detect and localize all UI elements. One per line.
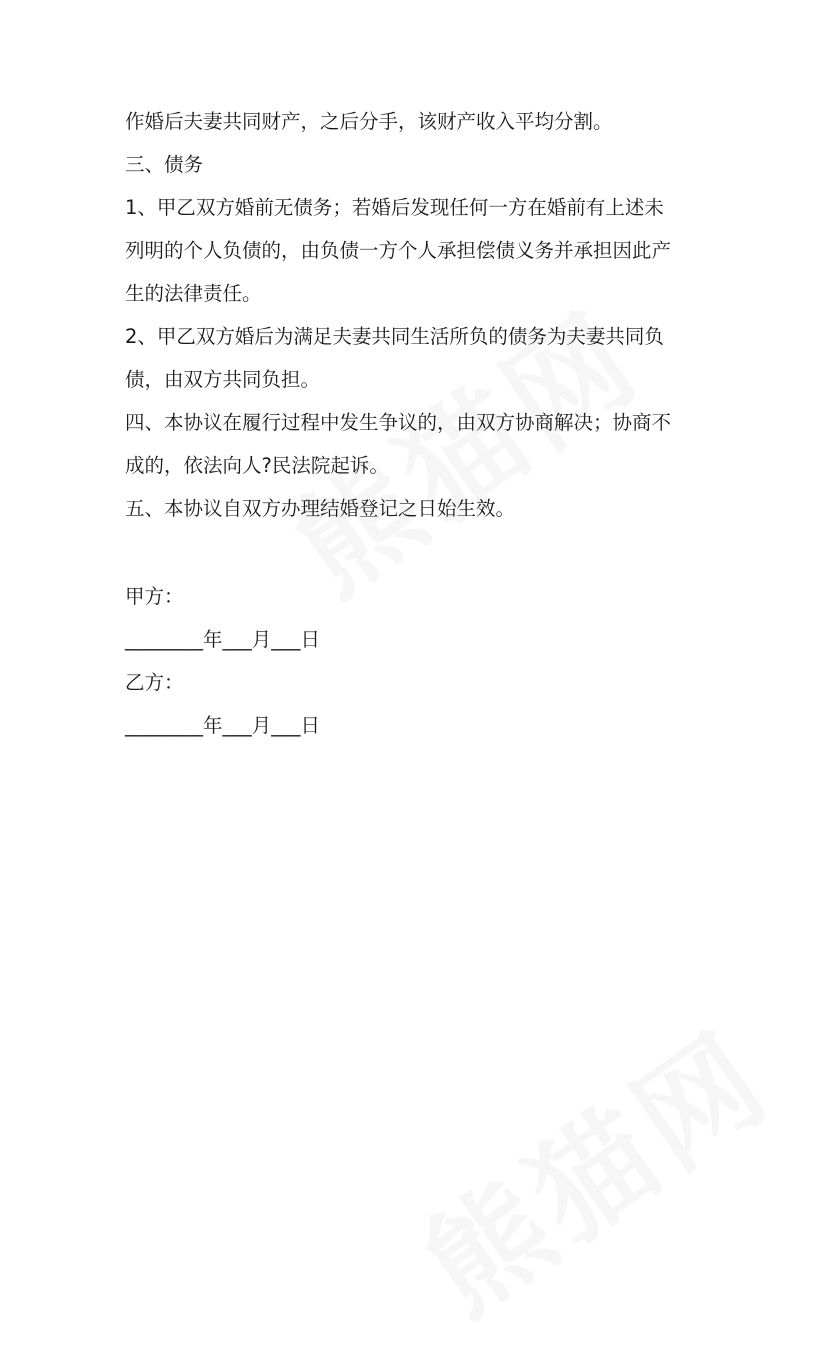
- section-heading-debts: 三、债务: [125, 153, 204, 176]
- paragraph-line: 2、甲乙双方婚后为满足夫妻共同生活所负的债务为夫妻共同负: [125, 325, 664, 348]
- party-a-label: 甲方：: [125, 585, 184, 608]
- party-b-date: ________年___月___日: [125, 714, 321, 737]
- paragraph-line: 生的法律责任。: [125, 282, 262, 305]
- party-b-label: 乙方：: [125, 671, 184, 694]
- spacer: [125, 530, 725, 575]
- document-body: [125, 100, 725, 747]
- paragraph-line: 列明的个人负债的，由负债一方个人承担偿债义务并承担因此产: [125, 239, 672, 262]
- party-a-date: ________年___月___日: [125, 628, 321, 651]
- paragraph-line: 成的，依法向人?民法院起诉。: [125, 454, 389, 477]
- watermark: [385, 985, 798, 1346]
- paragraph-line: 作婚后夫妻共同财产，之后分手，该财产收入平均分割。: [125, 110, 613, 133]
- paragraph-line: 五、本协议自双方办理结婚登记之日始生效。: [125, 497, 516, 520]
- paragraph-line: 四、本协议在履行过程中发生争议的，由双方协商解决；协商不: [125, 411, 672, 434]
- paragraph-line: 1、甲乙双方婚前无债务；若婚后发现任何一方在婚前有上述未: [125, 196, 664, 219]
- signature-block: [125, 575, 725, 747]
- paragraph-line: 债，由双方共同负担。: [125, 368, 321, 391]
